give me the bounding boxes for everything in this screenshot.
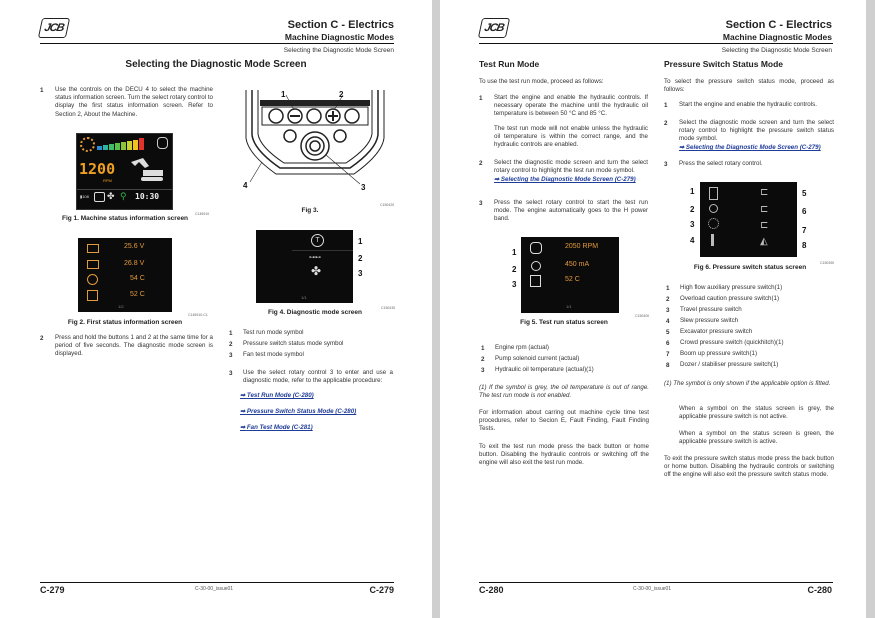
- legend-number: 7: [666, 351, 670, 358]
- figure-code: C150420: [380, 203, 395, 207]
- screen-page: 1/1: [301, 295, 307, 300]
- legend-number: 1: [666, 285, 670, 292]
- legend-number: 3: [229, 352, 233, 359]
- footnote: (1) The symbol is only shown if the applicable option is fitted.: [664, 380, 831, 387]
- mode-icon: [94, 192, 105, 202]
- callout-2: 2: [339, 90, 344, 99]
- step-number: 1: [479, 95, 483, 102]
- rpm-value: 1200: [79, 160, 116, 178]
- grey-note: When a symbol on the status screen is grey, the applicable pressure switch is not active.: [679, 405, 834, 421]
- legend-number: 2: [481, 356, 485, 363]
- breadcrumb: Selecting the Diagnostic Mode Screen: [283, 47, 394, 54]
- fig6-caption: Fig 6. Pressure switch status screen: [693, 264, 807, 271]
- step-number: 1: [664, 102, 668, 109]
- legend-text: Pump solenoid current (actual): [495, 355, 580, 362]
- legend-text: Test run mode symbol: [243, 329, 304, 336]
- engine-icon: [530, 242, 542, 254]
- legend-text: Overload caution pressure switch(1): [680, 295, 780, 302]
- temp-readout: ▮108: [80, 194, 89, 199]
- callout-1: 1: [281, 90, 286, 99]
- boom-bucket-icon: ⊏: [760, 220, 769, 231]
- info-text: For information about carring out machine cycle time test procedures, refer to Secion E, Fault Finding, Fault Finding Tests.: [479, 409, 649, 433]
- fig3-caption: Fig 3.: [301, 207, 319, 214]
- step-text: Press the select rotary control.: [679, 160, 763, 167]
- callout-2: 2: [358, 254, 363, 263]
- page-number-left: C-280: [479, 585, 504, 595]
- section-subtitle: Machine Diagnostic Modes: [722, 32, 832, 42]
- legend-text: High flow auxiliary pressure switch(1): [680, 284, 783, 291]
- legend-text: Fan test mode symbol: [243, 351, 304, 358]
- green-note: When a symbol on the status screen is green, the applicable pressure switch is active.: [679, 430, 834, 446]
- callout-2: 2: [690, 205, 695, 214]
- exit-text: To exit the pressure switch status mode press the back button or home button. Disabling the hydraulic controls or switching off the engine will also exit the pressure switch status mode.: [664, 455, 834, 479]
- power-band-gauge: [97, 138, 144, 150]
- section-title: Section C - Electrics: [725, 19, 832, 31]
- step-text: Select the diagnostic mode screen and turn the select rotary control to highlight the test run mode symbol.: [494, 159, 648, 175]
- legend-text: Engine rpm (actual): [495, 344, 549, 351]
- engine-temp-icon: [87, 274, 98, 285]
- status-value: 2050 RPM: [565, 243, 599, 250]
- callout-3: 3: [361, 183, 366, 192]
- document-code: C-30-00_issue01: [195, 586, 234, 592]
- key-icon: ⚲: [120, 191, 127, 201]
- test-run-icon: T: [311, 234, 324, 247]
- screen-page: 1/2: [118, 304, 124, 309]
- legend-text: Hydraulic oil temperature (actual)(1): [495, 366, 594, 373]
- step-number: 3: [664, 161, 668, 168]
- page-c280: [440, 0, 866, 618]
- jcb-logo: JCB: [478, 18, 510, 38]
- step-number: 1: [40, 87, 44, 94]
- pressure-switch-status-screen: [700, 182, 797, 257]
- callout-4: 4: [243, 181, 248, 190]
- legend-text: Crowd pressure switch (quickhitch)(1): [680, 339, 784, 346]
- link-selecting-diagnostic-mode-screen[interactable]: ➡ Selecting the Diagnostic Mode Screen (C-279): [679, 144, 821, 151]
- diagnostic-mode-screen: [256, 230, 353, 303]
- breadcrumb: Selecting the Diagnostic Mode Screen: [721, 47, 832, 54]
- status-value: 52 C: [565, 276, 580, 283]
- battery-icon: [87, 260, 99, 269]
- step-number: 3: [229, 370, 233, 377]
- status-value: 54 C: [130, 275, 145, 282]
- legend-number: 4: [666, 318, 670, 325]
- test-run-status-screen: [521, 237, 619, 313]
- jcb-logo: JCB: [38, 18, 70, 38]
- step-text: Press the select rotary control to start the test run mode. The engine automatically goes to the H power band.: [494, 199, 648, 223]
- excavator-icon: [129, 156, 165, 184]
- first-status-screen: [78, 238, 172, 312]
- figure-code: C150400: [635, 314, 650, 318]
- legend-number: 2: [229, 341, 233, 348]
- step-text: Start the engine and enable the hydraulic controls.: [679, 101, 817, 108]
- test-run-heading: Test Run Mode: [479, 59, 540, 69]
- overload-icon: [709, 204, 718, 213]
- footnote: (1) If the symbol is grey, the oil temperature is out of range. The test run mode is not enabled.: [479, 384, 649, 400]
- status-value: 26.8 V: [124, 260, 145, 267]
- step-text: Use the controls on the DECU 4 to select the machine status information screen. Turn the select rotary control to display the first status information screen. Refer to Section 2, About the Machine.: [55, 86, 213, 118]
- section-subtitle: Machine Diagnostic Modes: [284, 32, 394, 42]
- fig5-caption: Fig 5. Test run status screen: [520, 319, 608, 326]
- callout-1: 1: [512, 248, 517, 257]
- fig2-caption: Fig 2. First status information screen: [67, 319, 183, 326]
- figure-code: C145910: [195, 212, 210, 216]
- callout-3: 3: [690, 220, 695, 229]
- gear-icon: [80, 137, 95, 152]
- page-number-left: C-279: [40, 585, 65, 595]
- page-c279: [0, 0, 432, 618]
- step-text: Press and hold the buttons 1 and 2 at the same time for a period of five seconds. The diagnostic mode screen is displayed.: [55, 334, 213, 358]
- legend-number: 3: [481, 367, 485, 374]
- figure-code: C150390: [820, 261, 835, 265]
- fan-icon: ✤: [107, 191, 115, 201]
- legend-number: 8: [666, 362, 670, 369]
- legend-text: Slew pressure switch: [680, 317, 739, 324]
- intro-text: To select the pressure switch status mode, proceed as follows:: [664, 78, 834, 94]
- legend-text: Dozer / stabiliser pressure switch(1): [680, 361, 779, 368]
- header-rule: [479, 43, 833, 44]
- step-number: 3: [479, 200, 483, 207]
- header-rule: [40, 43, 394, 44]
- callout-6: 6: [802, 207, 807, 216]
- callout-8: 8: [802, 241, 807, 250]
- status-value: 25.6 V: [124, 243, 145, 250]
- dozer-icon: ◭: [760, 236, 768, 247]
- callout-7: 7: [802, 226, 807, 235]
- machine-status-screen: [76, 133, 173, 210]
- note-text: The test run mode will not enable unless the hydraulic oil temperature is within the correct range, and the hydraulic controls are enabled.: [494, 125, 648, 149]
- legend-number: 1: [229, 330, 233, 337]
- document-code: C-30-00_issue01: [633, 586, 672, 592]
- figure-code: C150430: [381, 306, 396, 310]
- battery-icon: [87, 244, 99, 253]
- fig4-caption: Fig 4. Diagnostic mode screen: [268, 309, 362, 316]
- link-test-run-mode[interactable]: ➡ Test Run Mode (C-280): [240, 392, 314, 399]
- callout-2: 2: [512, 265, 517, 274]
- page-heading: Selecting the Diagnostic Mode Screen: [125, 59, 307, 70]
- hydraulic-temp-icon: [530, 275, 541, 287]
- step-text: Start the engine and enable the hydraulic controls. If necessary operate the machine until the hydraulic oil temperature is between 50 °C and 85 °C.: [494, 94, 648, 118]
- page-number-right: C-280: [807, 585, 832, 595]
- legend-text: Pressure switch status mode symbol: [243, 340, 344, 347]
- link-selecting-diagnostic-mode-screen[interactable]: ➡ Selecting the Diagnostic Mode Screen (C-279): [494, 176, 636, 183]
- decu-controller-diagram: [240, 90, 390, 190]
- step-text: Select the diagnostic mode screen and turn the select rotary control to highlight the pressure switch status mode symbol.: [679, 119, 834, 143]
- legend-number: 6: [666, 340, 670, 347]
- link-fan-test-mode[interactable]: ➡ Fan Test Mode (C-281): [240, 424, 313, 431]
- legend-text: Excavator pressure switch: [680, 328, 753, 335]
- step-number: 2: [40, 335, 44, 342]
- footer-rule: [479, 582, 833, 583]
- high-flow-icon: [709, 187, 718, 200]
- hydraulic-temp-icon: [87, 290, 98, 301]
- step-text: Use the select rotary control 3 to enter and use a diagnostic mode, refer to the applicable procedure:: [243, 369, 393, 385]
- status-value: 450 mA: [565, 261, 590, 268]
- intro-text: To use the test run mode, proceed as follows:: [479, 78, 604, 85]
- engine-icon: [157, 137, 168, 149]
- callout-1: 1: [358, 237, 363, 246]
- step-number: 2: [664, 120, 668, 127]
- legend-text: Boom up pressure switch(1): [680, 350, 758, 357]
- legend-number: 5: [666, 329, 670, 336]
- legend-number: 2: [666, 296, 670, 303]
- legend-number: 1: [481, 345, 485, 352]
- callout-1: 1: [690, 187, 695, 196]
- callout-3: 3: [358, 269, 363, 278]
- travel-icon: [708, 218, 719, 229]
- status-value: 52 C: [130, 291, 145, 298]
- step-number: 2: [479, 160, 483, 167]
- pump-icon: [531, 261, 541, 271]
- clock: 10:30: [135, 192, 160, 201]
- crowd-bucket-icon: ⊏: [760, 204, 769, 215]
- page-gap: [432, 0, 440, 618]
- legend-number: 3: [666, 307, 670, 314]
- link-pressure-switch-status-mode[interactable]: ➡ Pressure Switch Status Mode (C-280): [240, 408, 357, 415]
- slew-icon: [711, 234, 714, 246]
- exit-text: To exit the test run mode press the back button or home button. Disabling the hydraulic controls or switching off the engine will also exit the test run mode.: [479, 443, 649, 467]
- figure-code: C145910-C1: [188, 313, 208, 317]
- excavator-bucket-icon: ⊏: [760, 187, 769, 198]
- callout-3: 3: [512, 280, 517, 289]
- page-number-right: C-279: [369, 585, 394, 595]
- callout-5: 5: [802, 189, 807, 198]
- fig1-caption: Fig 1. Machine status information screen: [61, 215, 189, 222]
- pressure-switch-icon: ⊶⊷: [309, 255, 321, 261]
- footer-rule: [40, 582, 394, 583]
- pressure-switch-heading: Pressure Switch Status Mode: [664, 59, 784, 69]
- section-title: Section C - Electrics: [287, 19, 394, 31]
- screen-page: 1/1: [566, 304, 572, 309]
- fan-icon: ✤: [311, 264, 322, 278]
- rpm-unit: RPM: [103, 178, 112, 183]
- callout-4: 4: [690, 236, 695, 245]
- legend-text: Travel pressure switch: [680, 306, 742, 313]
